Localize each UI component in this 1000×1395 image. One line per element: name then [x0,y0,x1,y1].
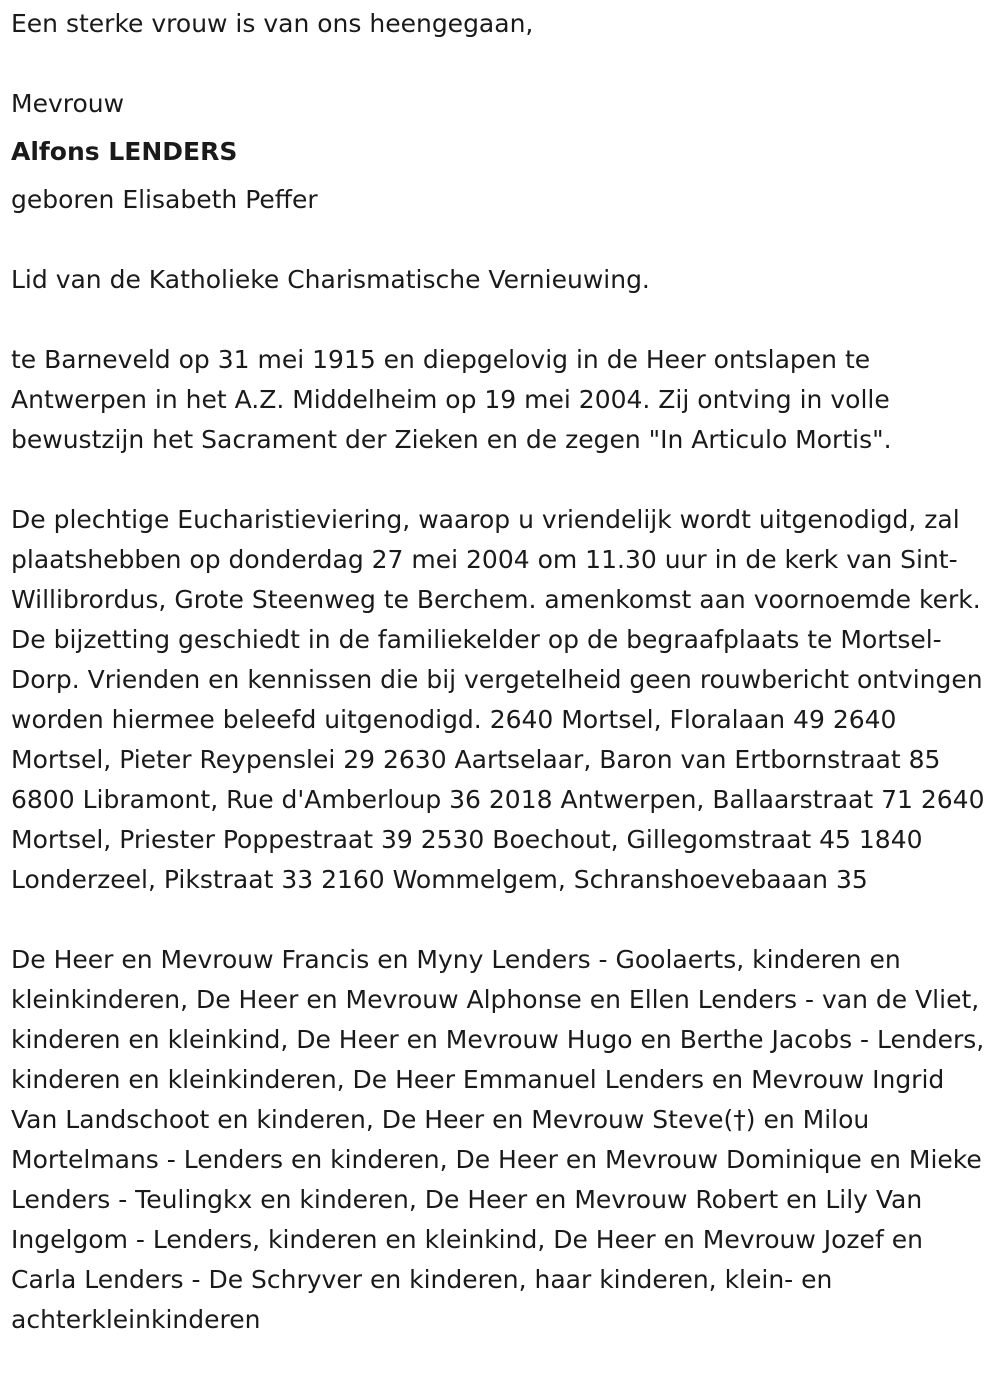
deceased-name: Alfons LENDERS [11,137,238,166]
honorific: Mevrouw [11,89,125,118]
death-details: te Barneveld op 31 mei 1915 en diepgelovig in de Heer ontslapen te Antwerpen in het A.Z. Middelheim op 19 mei 2004. Zij ontving in volle bewustzijn het Sacrament der Zieken en de zegen "In Articulo Mortis". [11,345,892,454]
opening-line: Een sterke vrouw is van ons heengegaan, [11,9,534,38]
membership-text: Lid van de Katholieke Charismatische Vernieuwing. [11,265,650,294]
birth-name: geboren Elisabeth Peffer [11,185,318,214]
ceremony-details: De plechtige Eucharistieviering, waarop u vriendelijk wordt uitgenodigd, zal plaatshebben op donderdag 27 mei 2004 om 11.30 uur in de kerk van Sint-Willibrordus, Grote Steenweg te Berchem. amenkomst aan voornoemde kerk. De bijzetting geschiedt in de familiekelder op de begraafplaats te Mortsel-Dorp. Vrienden en kennissen die bij vergetelheid geen rouwbericht ontvingen worden hiermee beleefd uitgenodigd. 2640 Mortsel, Floralaan 49 2640 Mortsel, Pieter Reypenslei 29 2630 Aartselaar, Baron van Ertbornstraat 85 6800 Libramont, Rue d'Amberloup 36 2018 Antwerpen, Ballaarstraat 71 2640 Mortsel, Priester Poppestraat 39 2530 Boechout, Gillegomstraat 45 1840 Londerzeel, Pikstraat 33 2160 Wommelgem, Schranshoevebaaan 35 [11,505,985,894]
family-list: De Heer en Mevrouw Francis en Myny Lenders - Goolaerts, kinderen en kleinkinderen, De Heer en Mevrouw Alphonse en Ellen Lenders - van de Vliet, kinderen en kleinkind, De Heer en Mevrouw Hugo en Berthe Jacobs - Lenders, kinderen en kleinkinderen, De Heer Emmanuel Lenders en Mevrouw Ingrid Van Landschoot en kinderen, De Heer en Mevrouw Steve(†) en Milou Mortelmans - Lenders en kinderen, De Heer en Mevrouw Dominique en Mieke Lenders - Teulingkx en kinderen, De Heer en Mevrouw Robert en Lily Van Ingelgom - Lenders, kinderen en kleinkind, De Heer en Mevrouw Jozef en Carla Lenders - De Schryver en kinderen, haar kinderen, klein- en achterkleinkinderen [11,945,985,1334]
